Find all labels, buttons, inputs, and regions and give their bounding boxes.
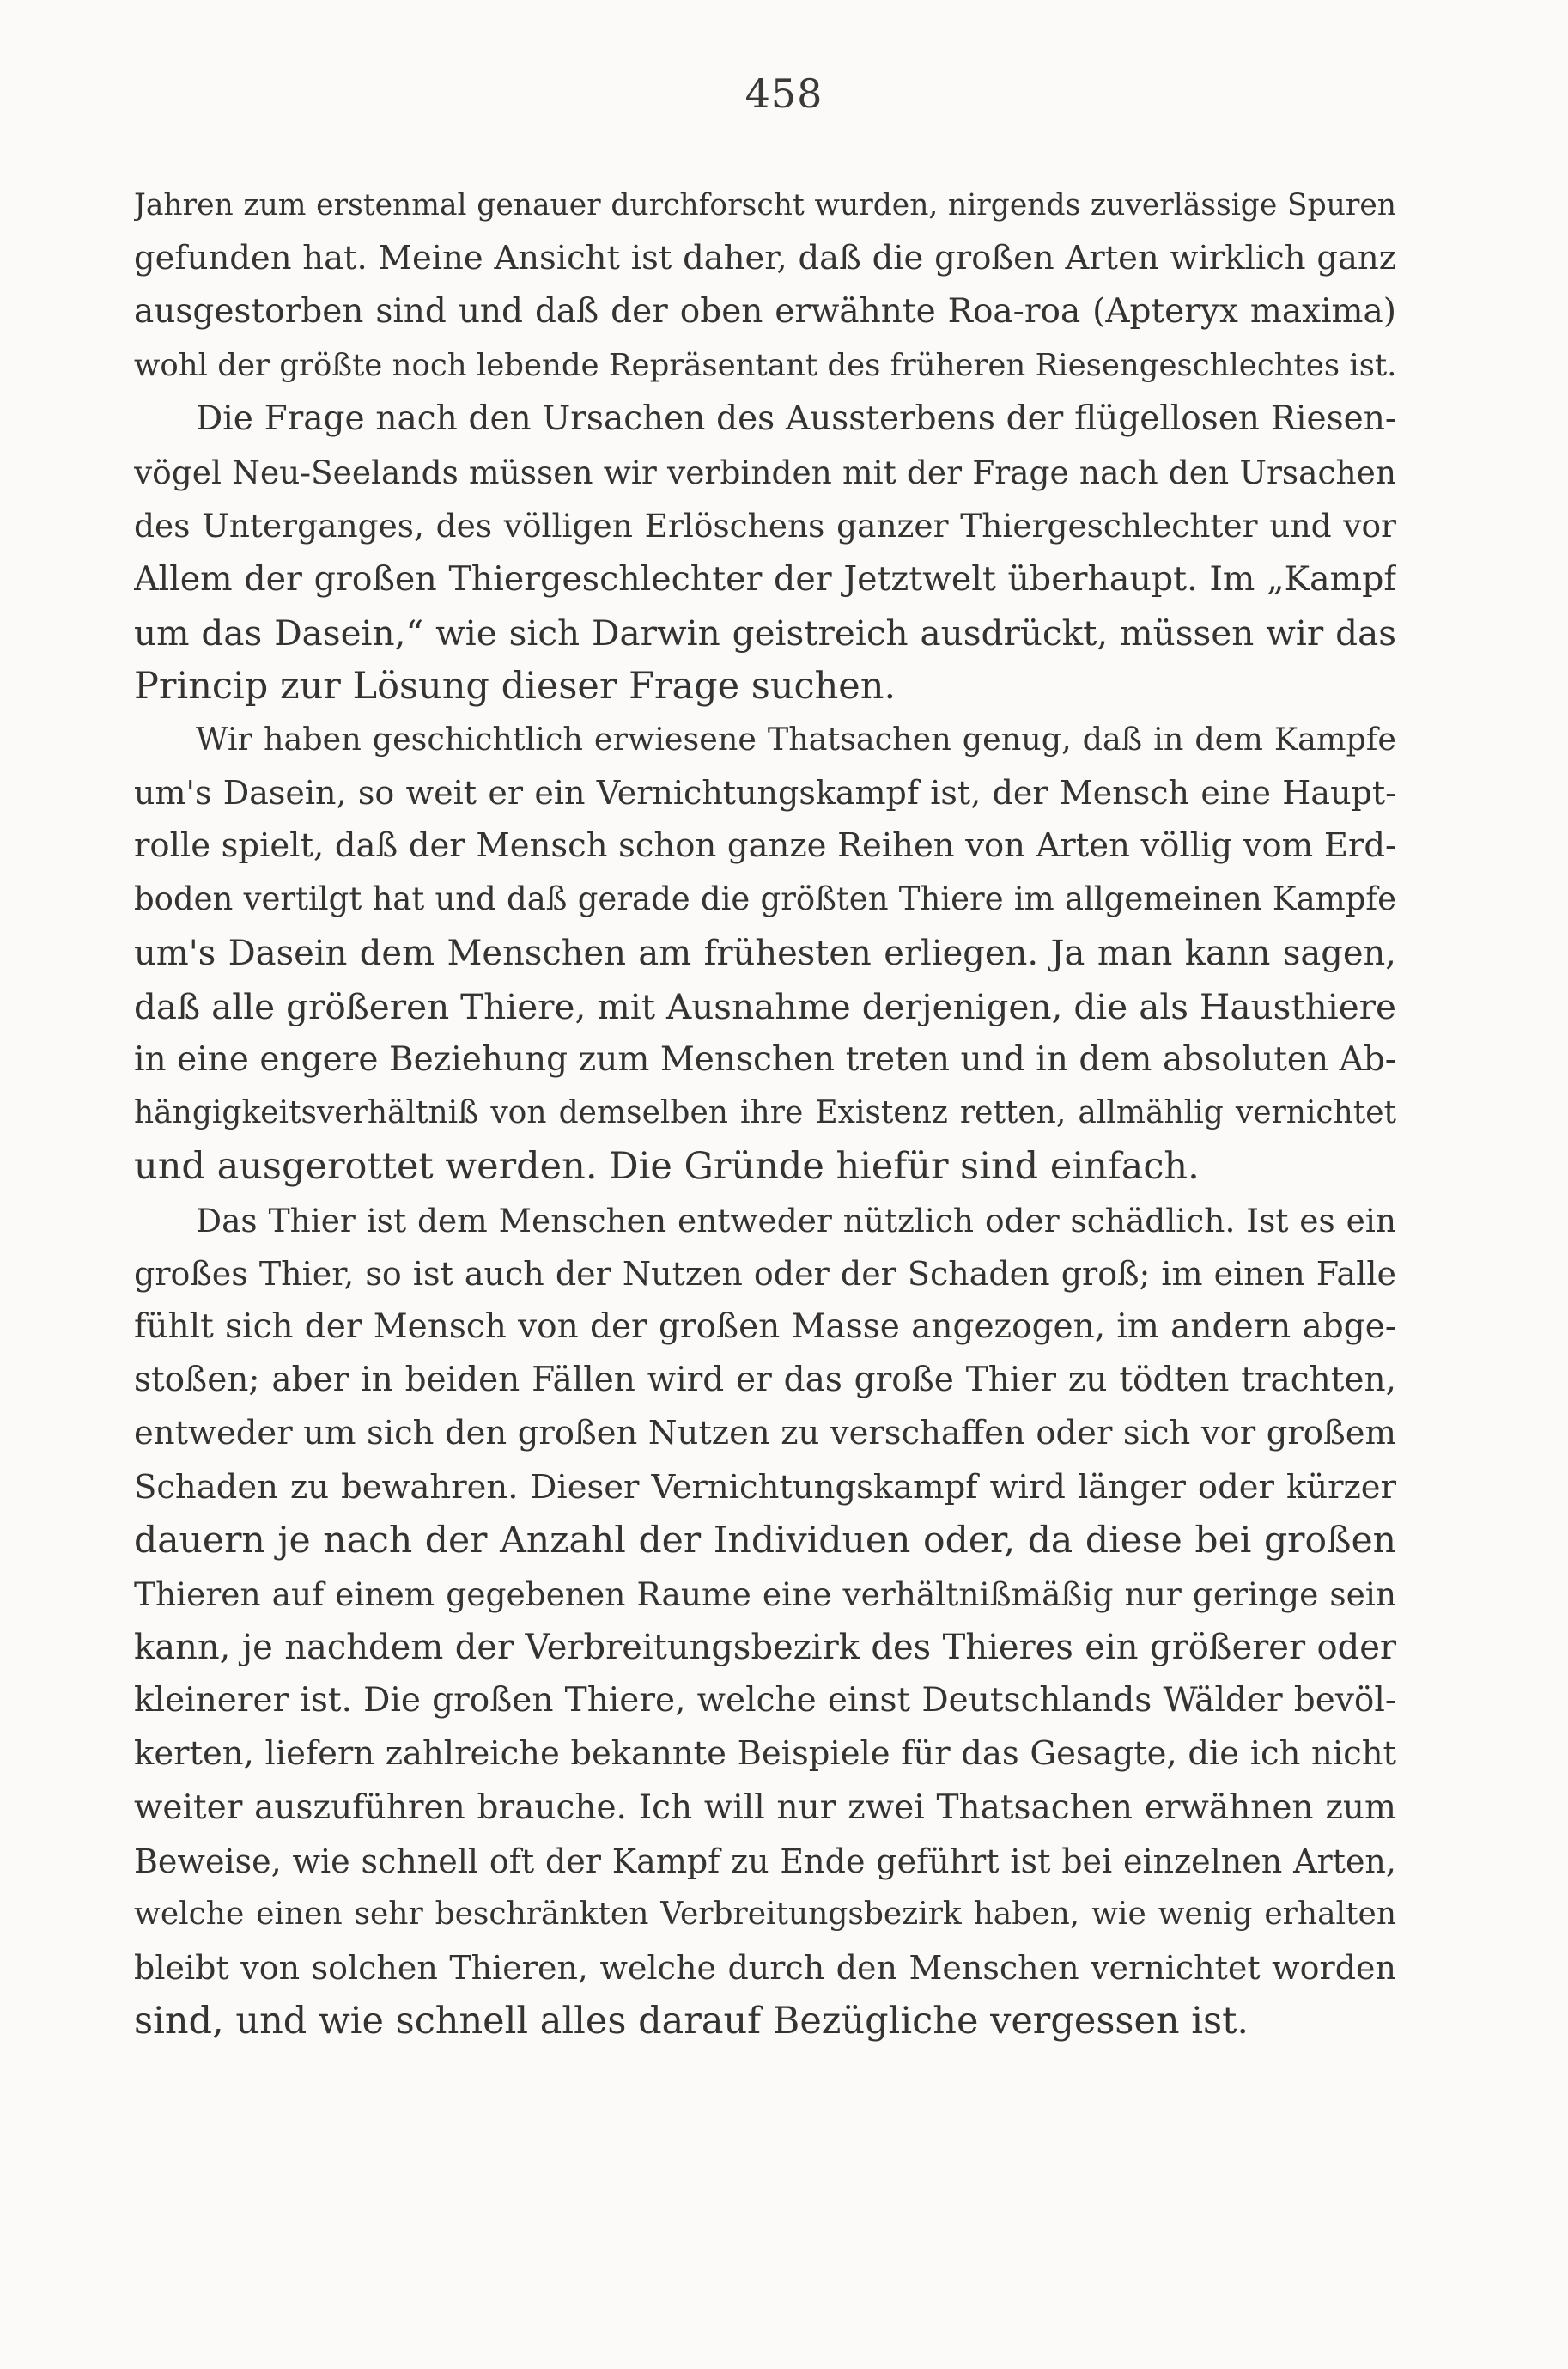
text-line: ausgestorben sind und daß der oben erwähnte Roa-roa (Apteryx maxima) bbox=[134, 292, 1396, 332]
text-line: fühlt sich der Mensch von der großen Masse angezogen, im andern abge- bbox=[134, 1306, 1396, 1346]
text-line: dauern je nach der Anzahl der Individuen oder, da diese bei großen bbox=[134, 1519, 1396, 1562]
text-line: Wir haben geschichtlich erwiesene Thatsachen genug, daß in dem Kampfe bbox=[196, 720, 1396, 758]
text-line: welche einen sehr beschränkten Verbreitungsbezirk haben, wie wenig erhalten bbox=[134, 1897, 1396, 1932]
text-line: kerten, liefern zahlreiche bekannte Beispiele für das Gesagte, die ich nicht bbox=[134, 1734, 1396, 1774]
body-text bbox=[134, 179, 1396, 2049]
text-line: und ausgerottet werden. Die Gründe hiefür sind einfach. bbox=[134, 1145, 1200, 1189]
text-line: vögel Neu-Seelands müssen wir verbinden mit der Frage nach den Ursachen bbox=[134, 453, 1396, 491]
text-line: großes Thier, so ist auch der Nutzen oder der Schaden groß; im einen Falle bbox=[134, 1254, 1396, 1293]
text-line: weiter auszuführen brauche. Ich will nur zwei Thatsachen erwähnen zum bbox=[134, 1787, 1396, 1827]
text-line: um's Dasein, so weit er ein Vernichtungskampf ist, der Mensch eine Haupt- bbox=[134, 774, 1396, 813]
text-line: Princip zur Lösung dieser Frage suchen. bbox=[134, 664, 896, 708]
text-line: sind, und wie schnell alles darauf Bezügliche vergessen ist. bbox=[134, 2000, 1249, 2043]
text-line: in eine engere Beziehung zum Menschen treten und in dem absoluten Ab- bbox=[134, 1040, 1396, 1079]
text-line: gefunden hat. Meine Ansicht ist daher, daß die großen Arten wirklich ganz bbox=[134, 239, 1396, 278]
text-line: Schaden zu bewahren. Dieser Vernichtungskampf wird länger oder kürzer bbox=[134, 1467, 1396, 1507]
text-line: entweder um sich den großen Nutzen zu verschaffen oder sich vor großem bbox=[134, 1414, 1396, 1453]
text-line: Allem der großen Thiergeschlechter der Jetztwelt überhaupt. Im „Kampf bbox=[134, 559, 1396, 600]
text-line: um's Dasein dem Menschen am frühesten erliegen. Ja man kann sagen, bbox=[134, 933, 1396, 973]
text-line: kleinerer ist. Die großen Thiere, welche einst Deutschlands Wälder bevöl- bbox=[134, 1681, 1396, 1720]
text-line: Thieren auf einem gegebenen Raume eine verhältnißmäßig nur geringe sein bbox=[134, 1574, 1396, 1613]
text-line: kann, je nachdem der Verbreitungsbezirk des Thieres ein größerer oder bbox=[134, 1628, 1396, 1668]
text-line: daß alle größeren Thiere, mit Ausnahme derjenigen, die als Hausthiere bbox=[134, 985, 1396, 1027]
page-number: 458 bbox=[744, 70, 824, 117]
text-line: boden vertilgt hat und daß gerade die größten Thiere im allgemeinen Kampfe bbox=[134, 880, 1396, 918]
text-line: Das Thier ist dem Menschen entweder nützlich oder schädlich. Ist es ein bbox=[196, 1201, 1396, 1239]
text-line: wohl der größte noch lebende Repräsentant des früheren Riesengeschlechtes ist. bbox=[134, 347, 1396, 383]
text-line: Jahren zum erstenmal genauer durchforscht wurden, nirgends zuverlässige Spuren bbox=[134, 188, 1396, 222]
text-line: rolle spielt, daß der Mensch schon ganze Reihen von Arten völlig vom Erd- bbox=[134, 826, 1396, 866]
text-line: Die Frage nach den Ursachen des Aussterbens der flügellosen Riesen- bbox=[196, 399, 1396, 438]
text-line: um das Dasein,“ wie sich Darwin geistreich ausdrückt, müssen wir das bbox=[134, 612, 1396, 654]
text-line: stoßen; aber in beiden Fällen wird er das große Thier zu tödten trachten, bbox=[134, 1361, 1396, 1400]
text-line: des Unterganges, des völligen Erlöschens ganzer Thiergeschlechter und vor bbox=[134, 507, 1396, 545]
text-line: hängigkeitsverhältniß von demselben ihre Existenz retten, allmählig vernichtet bbox=[134, 1095, 1396, 1131]
text-line: Beweise, wie schnell oft der Kampf zu Ende geführt ist bei einzelnen Arten, bbox=[134, 1842, 1396, 1880]
text-line: bleibt von solchen Thieren, welche durch den Menschen vernichtet worden bbox=[134, 1949, 1396, 1988]
